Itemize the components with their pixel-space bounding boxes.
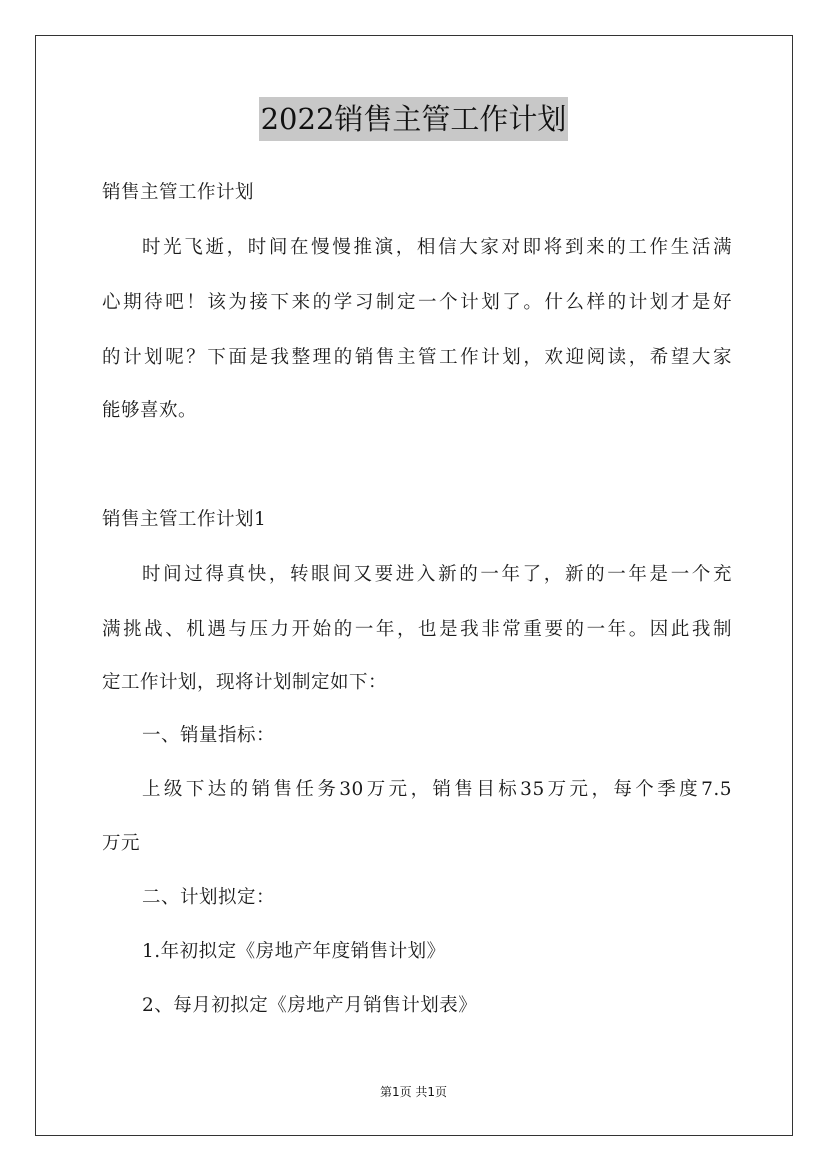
subtitle: 销售主管工作计划 xyxy=(102,182,255,203)
intro-line-2: 心期待吧！该为接下来的学习制定一个计划了。什么样的计划才是好 xyxy=(102,292,732,313)
item2-sub1: 1.年初拟定《房地产年度销售计划》 xyxy=(142,941,446,962)
item1-line-1: 上级下达的销售任务30万元，销售目标35万元，每个季度7.5 xyxy=(142,779,732,800)
section1-line-3: 定工作计划，现将计划制定如下： xyxy=(102,672,388,693)
title-container xyxy=(0,97,827,141)
page-footer xyxy=(0,1083,827,1101)
item2-sub2: 2、每月初拟定《房地产月销售计划表》 xyxy=(142,995,478,1016)
page-number: 第1页 共1页 xyxy=(379,1085,448,1099)
section1-line-2: 满挑战、机遇与压力开始的一年，也是我非常重要的一年。因此我制 xyxy=(102,619,732,640)
document-title: 2022销售主管工作计划 xyxy=(259,97,569,141)
item1-line-2: 万元 xyxy=(102,833,141,854)
intro-line-1: 时光飞逝，时间在慢慢推演，相信大家对即将到来的工作生活满 xyxy=(142,237,732,258)
item1-heading: 一、销量指标： xyxy=(142,725,276,746)
intro-line-4: 能够喜欢。 xyxy=(102,400,198,421)
section1-heading: 销售主管工作计划1 xyxy=(102,509,267,530)
intro-line-3: 的计划呢？下面是我整理的销售主管工作计划，欢迎阅读，希望大家 xyxy=(102,347,732,368)
section1-line-1: 时间过得真快，转眼间又要进入新的一年了，新的一年是一个充 xyxy=(142,564,732,585)
item2-heading: 二、计划拟定： xyxy=(142,887,276,908)
